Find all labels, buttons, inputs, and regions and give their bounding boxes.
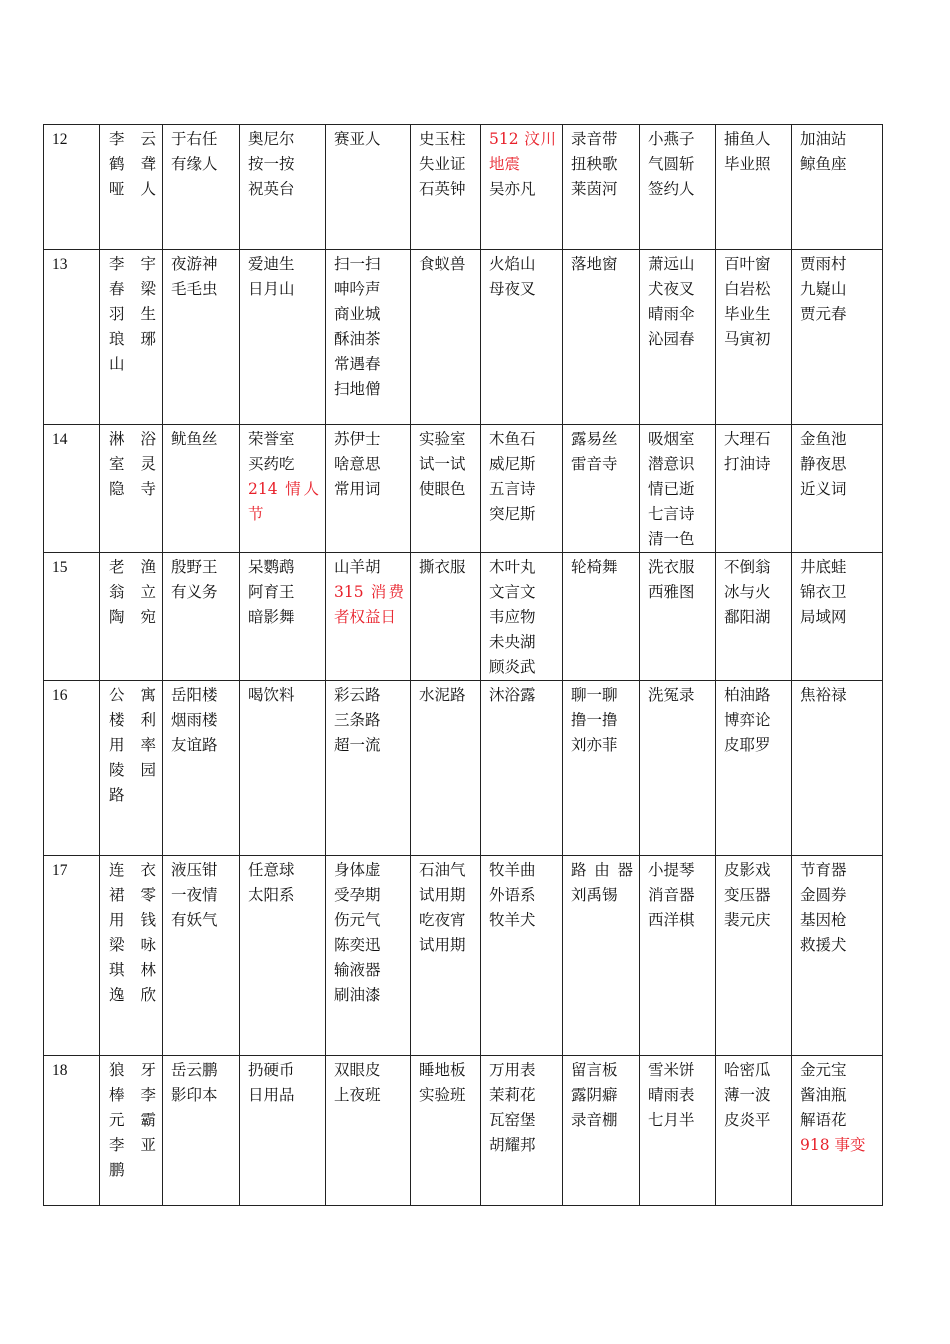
highlighted-entry: 315 消费者权益日: [334, 583, 404, 626]
name-line: 隐寺: [109, 480, 156, 498]
word-entry: 赛亚人: [334, 130, 381, 148]
word-entry: 清一色: [648, 530, 695, 548]
word-entry: 轮椅舞: [571, 558, 618, 576]
word-entry: 路由器: [571, 861, 633, 879]
word-cell: [163, 553, 240, 681]
name-text: [109, 858, 156, 1008]
word-entry: 茉莉花: [489, 1086, 536, 1104]
word-entry: 潜意识: [648, 455, 695, 473]
word-entry: 火焰山: [489, 255, 536, 273]
name-line: 棒李: [109, 1086, 156, 1104]
word-entry: 毛毛虫: [171, 280, 218, 298]
word-entry: 呻吟声: [334, 280, 381, 298]
word-entry: 基因枪: [800, 911, 847, 929]
word-entry: 喝饮料: [248, 686, 295, 704]
word-entry: 沁园春: [648, 330, 695, 348]
word-entry: 柏油路: [724, 686, 771, 704]
word-entry: 牧羊曲: [489, 861, 536, 879]
name-line: 琪林: [109, 961, 156, 979]
word-cell: [481, 425, 563, 553]
word-entry: 白岩松: [724, 280, 771, 298]
word-cell: [640, 856, 716, 1056]
name-text: [109, 555, 156, 630]
word-cell: [640, 681, 716, 856]
word-entry: 犬夜叉: [648, 280, 695, 298]
word-entry: 洗冤录: [648, 686, 695, 704]
word-entry: 岳阳楼: [171, 686, 218, 704]
word-entry: 冰与火: [724, 583, 771, 601]
word-entry: 气圆斩: [648, 155, 695, 173]
word-cell: [792, 681, 883, 856]
word-entry: 韦应物: [489, 608, 536, 626]
name-text: [109, 252, 156, 377]
word-cell: [163, 681, 240, 856]
word-cell: [411, 856, 481, 1056]
word-entry: 扫地僧: [334, 380, 381, 398]
word-cell: [563, 425, 640, 553]
row-number: 14: [44, 425, 100, 553]
word-entry: 石英钟: [419, 180, 466, 198]
word-entry: 使眼色: [419, 480, 466, 498]
word-entry: 一夜情: [171, 886, 218, 904]
word-entry: 啥意思: [334, 455, 381, 473]
row-number: 13: [44, 250, 100, 425]
table-body: [44, 125, 883, 1206]
word-entry: 晴雨表: [648, 1086, 695, 1104]
word-entry: 聊一聊: [571, 686, 618, 704]
word-entry: 鄱阳湖: [724, 608, 771, 626]
word-cell: [563, 250, 640, 425]
word-entry: 奥尼尔: [248, 130, 295, 148]
word-entry: 阿育王: [248, 583, 295, 601]
name-line: 陵园: [109, 761, 156, 779]
word-entry: 扫一扫: [334, 255, 381, 273]
row-number: 15: [44, 553, 100, 681]
word-entry: 加油站: [800, 130, 847, 148]
word-entry: 三条路: [334, 711, 381, 729]
word-entry: 变压器: [724, 886, 771, 904]
name-line: 鹤聋: [109, 155, 156, 173]
word-entry: 雷音寺: [571, 455, 618, 473]
word-cell: [326, 856, 411, 1056]
word-entry: 突尼斯: [489, 505, 536, 523]
word-entry: 雪米饼: [648, 1061, 695, 1079]
word-entry: 暗影舞: [248, 608, 295, 626]
word-entry: 撕衣服: [419, 558, 466, 576]
word-entry: 扔硬币: [248, 1061, 295, 1079]
word-entry: 西雅图: [648, 583, 695, 601]
name-line: 楼利: [109, 711, 156, 729]
word-entry: 有妖气: [171, 911, 218, 929]
name-cell: [100, 250, 163, 425]
word-entry: 七月半: [648, 1111, 695, 1129]
word-cell: [326, 681, 411, 856]
word-entry: 捕鱼人: [724, 130, 771, 148]
name-text: [109, 683, 156, 808]
word-cell: [326, 250, 411, 425]
word-cell: [716, 125, 792, 250]
word-entry: 静夜思: [800, 455, 847, 473]
word-cell: [563, 1056, 640, 1206]
table-row: [44, 425, 883, 553]
word-entry: 夜游神: [171, 255, 218, 273]
word-entry: 日月山: [248, 280, 295, 298]
word-entry: 实验室: [419, 430, 466, 448]
word-entry: 刘亦菲: [571, 736, 618, 754]
word-cell: [240, 1056, 326, 1206]
name-line: 逸欣: [109, 986, 156, 1004]
word-entry: 鱿鱼丝: [171, 430, 218, 448]
word-entry: 七言诗: [648, 505, 695, 523]
name-line: 李亚: [109, 1136, 156, 1154]
word-entry: 木鱼石: [489, 430, 536, 448]
row-number: 18: [44, 1056, 100, 1206]
word-entry: 扭秧歌: [571, 155, 618, 173]
word-entry: 按一按: [248, 155, 295, 173]
word-entry: 节育器: [800, 861, 847, 879]
word-entry: 液压钳: [171, 861, 218, 879]
name-line: 李云: [109, 130, 156, 148]
table-row: [44, 856, 883, 1056]
name-line: 用钱: [109, 911, 156, 929]
word-entry: 顾炎武: [489, 658, 536, 676]
word-entry: 情已逝: [648, 480, 695, 498]
word-cell: [716, 856, 792, 1056]
word-entry: 鲸鱼座: [800, 155, 847, 173]
word-cell: [163, 425, 240, 553]
word-entry: 影印本: [171, 1086, 218, 1104]
word-cell: [240, 681, 326, 856]
word-cell: [326, 425, 411, 553]
name-cell: [100, 125, 163, 250]
word-entry: 九嶷山: [800, 280, 847, 298]
word-cell: [411, 425, 481, 553]
word-cell: [481, 681, 563, 856]
word-entry: 未央湖: [489, 633, 536, 651]
word-entry: 打油诗: [724, 455, 771, 473]
table-row: [44, 1056, 883, 1206]
word-entry: 录音带: [571, 130, 618, 148]
row-number: 17: [44, 856, 100, 1056]
word-entry: 威尼斯: [489, 455, 536, 473]
word-cell: [481, 125, 563, 250]
name-cell: [100, 1056, 163, 1206]
word-entry: 于右任: [171, 130, 218, 148]
word-entry: 金元宝: [800, 1061, 847, 1079]
word-entry: 常遇春: [334, 355, 381, 373]
name-text: [109, 427, 156, 502]
table-row: [44, 553, 883, 681]
name-line: 哑人: [109, 180, 156, 198]
word-entry: 皮炎平: [724, 1111, 771, 1129]
word-entry: 毕业生: [724, 305, 771, 323]
word-cell: [411, 681, 481, 856]
word-cell: [240, 856, 326, 1056]
word-entry: 皮影戏: [724, 861, 771, 879]
table-row: [44, 125, 883, 250]
word-cell: [792, 856, 883, 1056]
name-line: 李宇: [109, 255, 156, 273]
word-entry: 食蚁兽: [419, 255, 466, 273]
word-entry: 受孕期: [334, 886, 381, 904]
word-entry: 史玉柱: [419, 130, 466, 148]
word-entry: 金鱼池: [800, 430, 847, 448]
word-cell: [716, 681, 792, 856]
word-entry: 百叶窗: [724, 255, 771, 273]
word-entry: 有义务: [171, 583, 218, 601]
word-entry: 落地窗: [571, 255, 618, 273]
word-cell: [563, 553, 640, 681]
word-entry: 小提琴: [648, 861, 695, 879]
word-cell: [240, 250, 326, 425]
word-entry: 万用表: [489, 1061, 536, 1079]
word-entry: 失业证: [419, 155, 466, 173]
name-line: 淋浴: [109, 430, 156, 448]
name-line: 元霸: [109, 1111, 156, 1129]
word-entry: 近义词: [800, 480, 847, 498]
word-entry: 小燕子: [648, 130, 695, 148]
word-cell: [792, 250, 883, 425]
word-entry: 解语花: [800, 1111, 847, 1129]
word-cell: [563, 856, 640, 1056]
word-cell: [411, 250, 481, 425]
row-number: 16: [44, 681, 100, 856]
word-entry: 博弈论: [724, 711, 771, 729]
word-cell: [481, 1056, 563, 1206]
word-entry: 苏伊士: [334, 430, 381, 448]
name-line: 山: [109, 355, 125, 373]
word-entry: 水泥路: [419, 686, 466, 704]
word-cell: [716, 425, 792, 553]
word-entry: 酱油瓶: [800, 1086, 847, 1104]
name-cell: [100, 553, 163, 681]
word-entry: 吃夜宵: [419, 911, 466, 929]
word-cell: [792, 553, 883, 681]
word-entry: 陈奕迅: [334, 936, 381, 954]
word-entry: 荣誉室: [248, 430, 295, 448]
word-entry: 太阳系: [248, 886, 295, 904]
name-line: 公寓: [109, 686, 156, 704]
word-entry: 井底蛙: [800, 558, 847, 576]
word-entry: 五言诗: [489, 480, 536, 498]
word-cell: [792, 425, 883, 553]
word-entry: 实验班: [419, 1086, 466, 1104]
word-entry: 试用期: [419, 886, 466, 904]
word-cell: [163, 856, 240, 1056]
word-entry: 睡地板: [419, 1061, 466, 1079]
highlighted-entry: 918 事变: [800, 1136, 866, 1154]
word-entry: 吴亦凡: [489, 180, 536, 198]
word-cell: [240, 425, 326, 553]
word-cell: [326, 553, 411, 681]
name-line: 翁立: [109, 583, 156, 601]
word-cell: [481, 856, 563, 1056]
highlighted-entry: 214 情人节: [248, 480, 319, 523]
word-entry: 文言文: [489, 583, 536, 601]
word-cell: [716, 1056, 792, 1206]
name-line: 梁咏: [109, 936, 156, 954]
word-table: [43, 124, 883, 1206]
word-entry: 任意球: [248, 861, 295, 879]
word-entry: 露易丝: [571, 430, 618, 448]
word-entry: 山羊胡: [334, 558, 381, 576]
word-entry: 刘禹锡: [571, 886, 618, 904]
name-line: 裙零: [109, 886, 156, 904]
word-entry: 岳云鹏: [171, 1061, 218, 1079]
word-entry: 爱迪生: [248, 255, 295, 273]
word-entry: 莱茵河: [571, 180, 618, 198]
word-entry: 日用品: [248, 1086, 295, 1104]
word-entry: 吸烟室: [648, 430, 695, 448]
word-cell: [326, 125, 411, 250]
word-cell: [563, 125, 640, 250]
word-entry: 石油气: [419, 861, 466, 879]
word-entry: 哈密瓜: [724, 1061, 771, 1079]
name-text: [109, 127, 156, 202]
name-line: 陶宛: [109, 608, 156, 626]
word-cell: [240, 125, 326, 250]
word-cell: [640, 1056, 716, 1206]
word-cell: [163, 125, 240, 250]
word-entry: 贾元春: [800, 305, 847, 323]
word-entry: 买药吃: [248, 455, 295, 473]
word-entry: 上夜班: [334, 1086, 381, 1104]
word-entry: 消音器: [648, 886, 695, 904]
word-entry: 双眼皮: [334, 1061, 381, 1079]
word-entry: 输液器: [334, 961, 381, 979]
word-entry: 洗衣服: [648, 558, 695, 576]
word-entry: 裴元庆: [724, 911, 771, 929]
word-entry: 常用词: [334, 480, 381, 498]
word-entry: 录音棚: [571, 1111, 618, 1129]
word-entry: 母夜叉: [489, 280, 536, 298]
row-number: 12: [44, 125, 100, 250]
table-row: [44, 250, 883, 425]
word-entry: 祝英台: [248, 180, 295, 198]
name-line: 春梁: [109, 280, 156, 298]
word-entry: 撸一撸: [571, 711, 618, 729]
name-cell: [100, 425, 163, 553]
word-entry: 彩云路: [334, 686, 381, 704]
name-line: 狼牙: [109, 1061, 156, 1079]
name-line: 羽生: [109, 305, 156, 323]
name-line: 鹏: [109, 1161, 125, 1179]
name-line: 老渔: [109, 558, 156, 576]
word-entry: 马寅初: [724, 330, 771, 348]
word-entry: 留言板: [571, 1061, 618, 1079]
word-entry: 殷野王: [171, 558, 218, 576]
word-entry: 呆鹦鹉: [248, 558, 295, 576]
word-entry: 大理石: [724, 430, 771, 448]
word-entry: 胡耀邦: [489, 1136, 536, 1154]
name-line: 室灵: [109, 455, 156, 473]
word-entry: 局域网: [800, 608, 847, 626]
word-entry: 牧羊犬: [489, 911, 536, 929]
word-entry: 锦衣卫: [800, 583, 847, 601]
word-entry: 商业城: [334, 305, 381, 323]
name-cell: [100, 681, 163, 856]
name-line: 路: [109, 786, 125, 804]
name-line: 连衣: [109, 861, 156, 879]
word-entry: 不倒翁: [724, 558, 771, 576]
word-entry: 金圆券: [800, 886, 847, 904]
table-row: [44, 681, 883, 856]
name-cell: [100, 856, 163, 1056]
word-entry: 瓦窑堡: [489, 1111, 536, 1129]
word-entry: 焦裕禄: [800, 686, 847, 704]
word-entry: 酥油茶: [334, 330, 381, 348]
word-entry: 沐浴露: [489, 686, 536, 704]
word-entry: 萧远山: [648, 255, 695, 273]
word-cell: [716, 553, 792, 681]
word-cell: [640, 553, 716, 681]
word-cell: [240, 553, 326, 681]
word-entry: 救援犬: [800, 936, 847, 954]
word-cell: [411, 125, 481, 250]
word-cell: [716, 250, 792, 425]
word-cell: [481, 250, 563, 425]
word-entry: 外语系: [489, 886, 536, 904]
word-cell: [411, 553, 481, 681]
word-cell: [163, 250, 240, 425]
word-cell: [411, 1056, 481, 1206]
word-entry: 露阴癖: [571, 1086, 618, 1104]
word-entry: 晴雨伞: [648, 305, 695, 323]
name-line: 琅琊: [109, 330, 156, 348]
word-entry: 皮耶罗: [724, 736, 771, 754]
word-entry: 试用期: [419, 936, 466, 954]
word-entry: 试一试: [419, 455, 466, 473]
name-line: 用率: [109, 736, 156, 754]
word-entry: 签约人: [648, 180, 695, 198]
word-entry: 友谊路: [171, 736, 218, 754]
word-entry: 贾雨村: [800, 255, 847, 273]
word-cell: [326, 1056, 411, 1206]
word-cell: [792, 125, 883, 250]
word-cell: [563, 681, 640, 856]
word-entry: 西洋棋: [648, 911, 695, 929]
highlighted-entry: 512 汶川地震: [489, 130, 556, 173]
word-entry: 毕业照: [724, 155, 771, 173]
word-cell: [640, 425, 716, 553]
word-cell: [792, 1056, 883, 1206]
word-cell: [481, 553, 563, 681]
word-entry: 超一流: [334, 736, 381, 754]
word-entry: 刷油漆: [334, 986, 381, 1004]
name-text: [109, 1058, 156, 1183]
word-cell: [163, 1056, 240, 1206]
word-cell: [640, 125, 716, 250]
word-entry: 烟雨楼: [171, 711, 218, 729]
word-cell: [640, 250, 716, 425]
word-entry: 伤元气: [334, 911, 381, 929]
word-entry: 薄一波: [724, 1086, 771, 1104]
word-entry: 身体虚: [334, 861, 381, 879]
word-entry: 有缘人: [171, 155, 218, 173]
word-entry: 木叶丸: [489, 558, 536, 576]
